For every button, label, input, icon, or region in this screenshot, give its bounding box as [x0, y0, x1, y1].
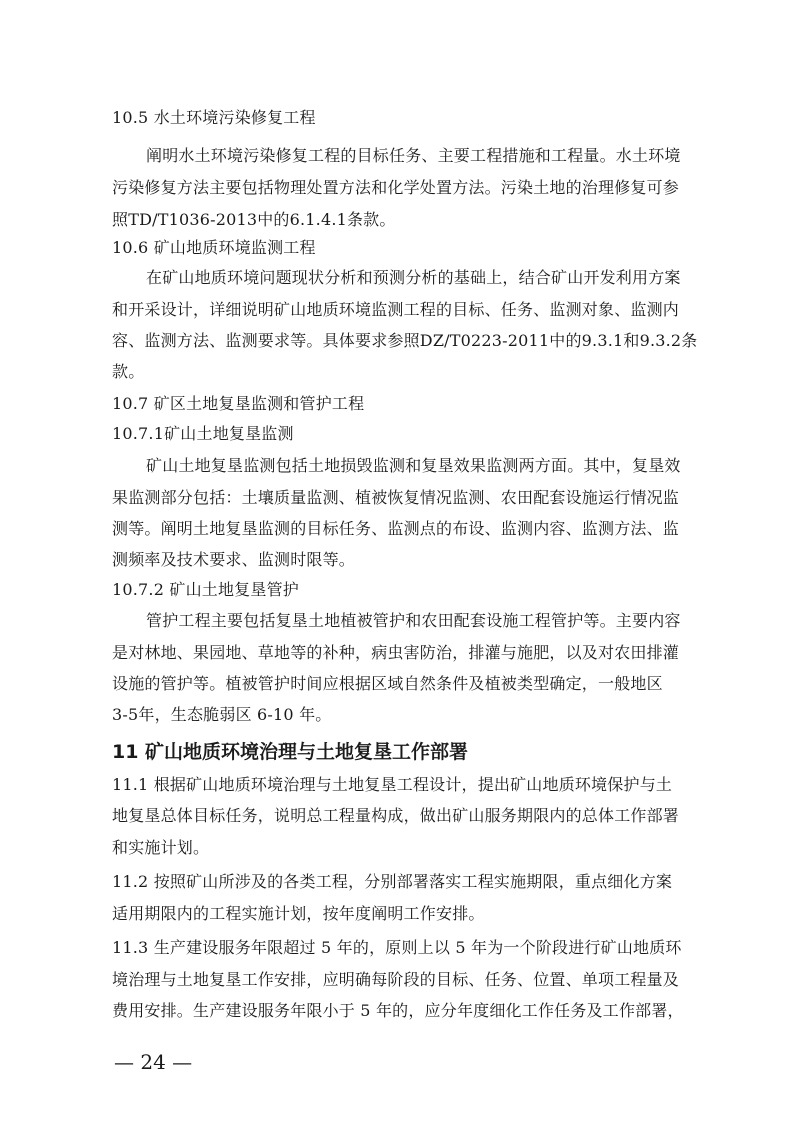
text-line: 管护工程主要包括复垦土地植被管护和农田配套设施工程管护等。主要内容 — [146, 611, 681, 630]
page-number: — 24 — — [114, 1050, 193, 1074]
text-line: 3-5年，生态脆弱区 6-10 年。 — [112, 705, 332, 724]
text-line: 10.7.2 矿山土地复垦管护 — [112, 580, 299, 599]
text-line: 测频率及技术要求、监测时限等。 — [112, 550, 356, 569]
text-line: 费用安排。生产建设服务年限小于 5 年的，应分年度细化工作任务及工作部署， — [112, 1001, 684, 1020]
text-line: 在矿山地质环境问题现状分析和预测分析的基础上，结合矿山开发利用方案 — [146, 268, 681, 287]
text-line: 10.5 水土环境污染修复工程 — [112, 108, 316, 127]
text-line: 和实施计划。 — [112, 838, 210, 857]
text-line: 10.7.1矿山土地复垦监测 — [112, 424, 294, 443]
text-line: 11.1 根据矿山地质环境治理与土地复垦工程设计，提出矿山地质环境保护与土 — [112, 775, 673, 794]
text-line: 矿山土地复垦监测包括土地损毁监测和复垦效果监测两方面。其中，复垦效 — [146, 456, 681, 475]
text-line: 11.3 生产建设服务年限超过 5 年的，原则上以 5 年为一个阶段进行矿山地质环 — [112, 938, 682, 957]
section-heading-11: 11 矿山地质环境治理与土地复垦工作部署 — [112, 741, 469, 763]
text-line: 境治理与土地复垦工作安排，应明确每阶段的目标、任务、位置、单项工程量及 — [112, 970, 680, 989]
text-line: 果监测部分包括：土壤质量监测、植被恢复情况监测、农田配套设施运行情况监 — [112, 488, 680, 507]
text-line: 测等。阐明土地复垦监测的目标任务、监测点的布设、监测内容、监测方法、监 — [112, 519, 680, 538]
text-line: 容、监测方法、监测要求等。具体要求参照DZ/T0223-2011中的9.3.1和9.3.2条 — [112, 331, 698, 350]
text-line: 地复垦总体目标任务，说明总工程量构成，做出矿山服务期限内的总体工作部署 — [112, 806, 680, 825]
text-line: 10.7 矿区土地复垦监测和管护工程 — [112, 394, 365, 413]
text-line: 和开采设计，详细说明矿山地质环境监测工程的目标、任务、监测对象、监测内 — [112, 300, 680, 319]
text-line: 污染修复方法主要包括物理处置方法和化学处置方法。污染土地的治理修复可参 — [112, 178, 680, 197]
text-line: 10.6 矿山地质环境监测工程 — [112, 238, 316, 257]
text-line: 款。 — [112, 362, 145, 381]
text-line: 阐明水土环境污染修复工程的目标任务、主要工程措施和工程量。水土环境 — [146, 146, 681, 165]
text-line: 适用期限内的工程实施计划，按年度阐明工作安排。 — [112, 904, 485, 923]
text-line: 是对林地、果园地、草地等的补种，病虫害防治，排灌与施肥，以及对农田排灌 — [112, 643, 680, 662]
text-line: 11.2 按照矿山所涉及的各类工程，分别部署落实工程实施期限，重点细化方案 — [112, 872, 673, 891]
text-line: 设施的管护等。植被管护时间应根据区域自然条件及植被类型确定，一般地区 — [112, 674, 663, 693]
text-line: 照TD/T1036-2013中的6.1.4.1条款。 — [112, 210, 396, 229]
